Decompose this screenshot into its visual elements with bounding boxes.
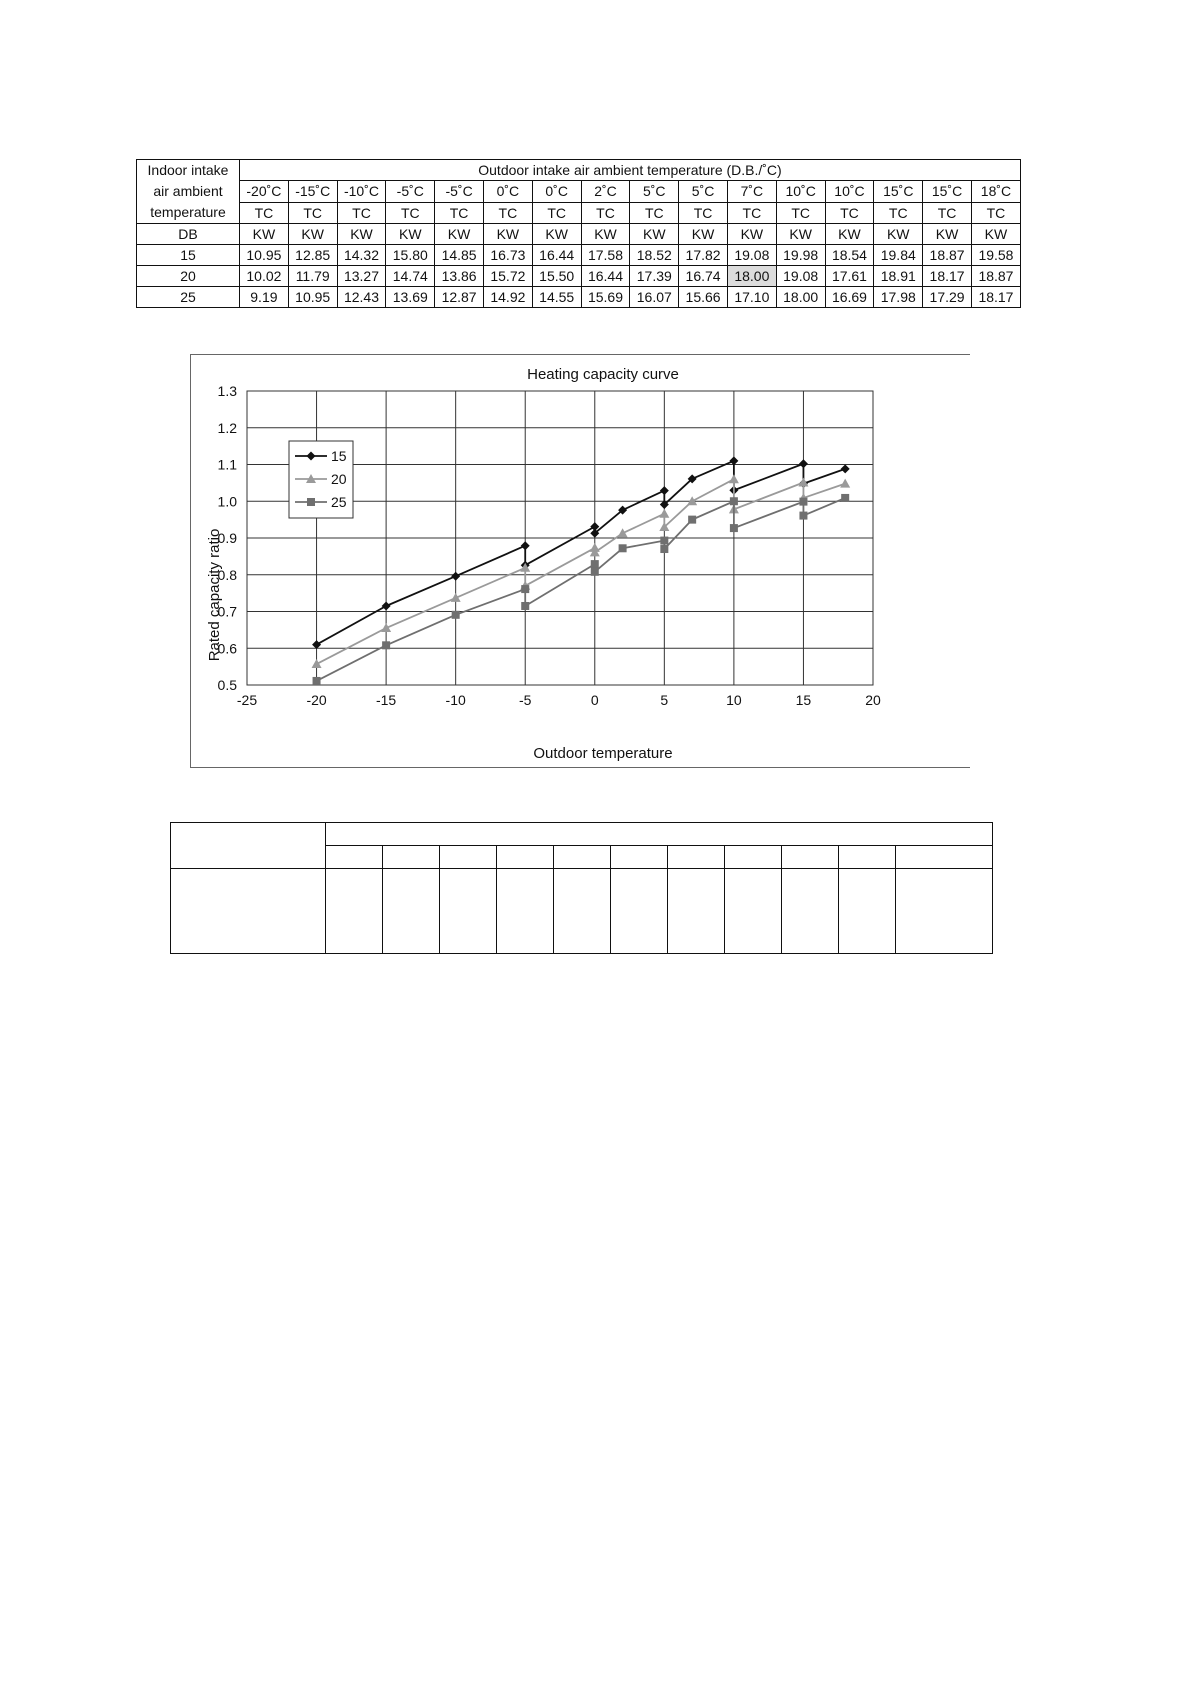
tc-cell: TC <box>776 202 825 223</box>
legend-label: 15 <box>331 448 347 464</box>
indoor-temp-cell: 25 <box>137 287 240 308</box>
capacity-value-cell: 14.85 <box>435 245 484 266</box>
capacity-value-cell: 10.95 <box>240 245 289 266</box>
data-point-square <box>452 611 460 619</box>
blank-cell <box>440 869 497 954</box>
temp-header-cell: 15˚C <box>874 181 923 202</box>
kw-unit-cell: KW <box>581 224 630 245</box>
legend-label: 25 <box>331 494 347 510</box>
capacity-value-cell: 16.44 <box>532 245 581 266</box>
data-point-square <box>799 498 807 506</box>
y-tick-label: 0.6 <box>217 640 237 657</box>
table-row <box>137 287 1021 308</box>
blank-cell <box>171 823 326 869</box>
capacity-value-cell: 10.02 <box>240 266 289 287</box>
capacity-value-cell: 19.58 <box>971 245 1020 266</box>
tc-cell: TC <box>971 202 1020 223</box>
data-point-square <box>730 524 738 532</box>
capacity-value-cell: 13.27 <box>337 266 386 287</box>
tc-cell: TC <box>727 202 776 223</box>
tc-cell: TC <box>923 202 972 223</box>
blank-cell <box>497 869 554 954</box>
kw-unit-cell: KW <box>337 224 386 245</box>
kw-unit-cell: KW <box>679 224 728 245</box>
kw-unit-cell: KW <box>435 224 484 245</box>
capacity-value-cell: 19.08 <box>776 266 825 287</box>
capacity-value-cell: 14.92 <box>483 287 532 308</box>
data-point-square <box>382 641 390 649</box>
data-point-square <box>313 677 321 685</box>
blank-cell <box>171 869 326 954</box>
y-tick-label: 0.5 <box>217 677 237 693</box>
data-point-square <box>521 602 529 610</box>
capacity-value-cell: 17.82 <box>679 245 728 266</box>
capacity-value-cell: 16.44 <box>581 266 630 287</box>
kw-unit-cell: KW <box>483 224 532 245</box>
capacity-value-cell: 13.69 <box>386 287 435 308</box>
temp-header-cell: 2˚C <box>581 181 630 202</box>
temp-header-cell: -20˚C <box>240 181 289 202</box>
y-tick-label: 1.1 <box>217 456 237 473</box>
y-tick-label: 0.8 <box>217 566 237 583</box>
x-tick-label: -15 <box>375 692 397 708</box>
blank-cell <box>668 869 725 954</box>
y-tick-label: 0.7 <box>217 603 237 620</box>
capacity-value-cell: 9.19 <box>240 287 289 308</box>
kw-unit-cell: KW <box>923 224 972 245</box>
capacity-value-cell: 11.79 <box>288 266 337 287</box>
blank-cell <box>725 869 782 954</box>
x-tick-label: 5 <box>660 692 669 708</box>
indoor-temp-header-line: air ambient <box>153 183 223 199</box>
x-tick-label: 15 <box>795 692 812 708</box>
blank-cell <box>782 869 839 954</box>
tc-cell: TC <box>532 202 581 223</box>
kw-unit-cell: KW <box>727 224 776 245</box>
blank-cell <box>668 846 725 869</box>
capacity-value-cell: 18.00 <box>727 266 776 287</box>
x-tick-label: 10 <box>726 692 742 708</box>
chart-svg <box>191 355 971 769</box>
heating-capacity-chart <box>190 354 970 768</box>
capacity-value-cell: 16.73 <box>483 245 532 266</box>
blank-cell <box>725 846 782 869</box>
blank-cell <box>440 846 497 869</box>
table-row <box>137 266 1021 287</box>
tc-cell: TC <box>679 202 728 223</box>
x-axis-label: Outdoor temperature <box>533 745 673 762</box>
kw-unit-cell: KW <box>874 224 923 245</box>
outdoor-temp-header: Outdoor intake air ambient temperature (D.B./˚C) <box>240 160 1021 181</box>
temp-header-cell: -10˚C <box>337 181 386 202</box>
capacity-value-cell: 14.55 <box>532 287 581 308</box>
temp-header-cell: 5˚C <box>679 181 728 202</box>
x-tick-label: -5 <box>518 692 532 708</box>
capacity-value-cell: 17.39 <box>630 266 679 287</box>
temp-header-cell: 15˚C <box>923 181 972 202</box>
capacity-value-cell: 18.17 <box>923 266 972 287</box>
tc-cell: TC <box>240 202 289 223</box>
capacity-value-cell: 19.84 <box>874 245 923 266</box>
capacity-value-cell: 17.61 <box>825 266 874 287</box>
blank-cell <box>383 869 440 954</box>
blank-cell <box>611 846 668 869</box>
temp-header-cell: 5˚C <box>630 181 679 202</box>
x-tick-label: 0 <box>590 692 599 708</box>
kw-unit-cell: KW <box>532 224 581 245</box>
capacity-value-cell: 16.07 <box>630 287 679 308</box>
kw-unit-cell: KW <box>288 224 337 245</box>
tc-cell: TC <box>386 202 435 223</box>
heating-capacity-table <box>136 159 1021 308</box>
y-tick-label: 1.2 <box>217 419 237 436</box>
x-tick-label: -25 <box>236 692 258 708</box>
y-tick-label: 0.9 <box>217 530 237 546</box>
x-tick-label: -10 <box>445 692 466 708</box>
tc-cell: TC <box>288 202 337 223</box>
blank-cell <box>839 869 896 954</box>
blank-cell <box>554 846 611 869</box>
capacity-value-cell: 14.32 <box>337 245 386 266</box>
capacity-value-cell: 19.08 <box>727 245 776 266</box>
capacity-value-cell: 12.87 <box>435 287 484 308</box>
data-point-square <box>688 516 696 524</box>
blank-cell <box>383 846 440 869</box>
blank-cell <box>839 846 896 869</box>
temp-header-cell: 18˚C <box>971 181 1020 202</box>
kw-unit-cell: KW <box>386 224 435 245</box>
indoor-temp-cell: 15 <box>137 245 240 266</box>
tc-cell: TC <box>874 202 923 223</box>
blank-table <box>170 822 993 954</box>
temp-header-cell: -5˚C <box>386 181 435 202</box>
temp-header-cell: 0˚C <box>483 181 532 202</box>
capacity-value-cell: 18.87 <box>923 245 972 266</box>
capacity-value-cell: 10.95 <box>288 287 337 308</box>
blank-cell <box>554 869 611 954</box>
capacity-value-cell: 15.66 <box>679 287 728 308</box>
chart-title: Heating capacity curve <box>527 366 679 383</box>
capacity-value-cell: 17.29 <box>923 287 972 308</box>
indoor-temp-header-line: Indoor intake <box>147 162 229 178</box>
kw-unit-cell: KW <box>630 224 679 245</box>
capacity-value-cell: 18.17 <box>971 287 1020 308</box>
capacity-value-cell: 18.87 <box>971 266 1020 287</box>
capacity-value-cell: 12.85 <box>288 245 337 266</box>
tc-cell: TC <box>630 202 679 223</box>
capacity-value-cell: 15.69 <box>581 287 630 308</box>
blank-cell <box>497 846 554 869</box>
capacity-value-cell: 12.43 <box>337 287 386 308</box>
y-tick-label: 1.3 <box>217 383 237 399</box>
legend-label: 20 <box>331 471 347 487</box>
blank-cell <box>326 846 383 869</box>
capacity-value-cell: 18.52 <box>630 245 679 266</box>
blank-cell <box>896 869 993 954</box>
data-point-square <box>799 512 807 520</box>
indoor-temp-header-line: temperature <box>150 204 226 220</box>
data-point-square <box>660 545 668 553</box>
data-point-square <box>730 497 738 505</box>
tc-cell: TC <box>337 202 386 223</box>
x-tick-label: -20 <box>306 692 327 708</box>
y-tick-label: 1.0 <box>217 493 237 510</box>
capacity-value-cell: 13.86 <box>435 266 484 287</box>
tc-cell: TC <box>483 202 532 223</box>
blank-cell <box>611 869 668 954</box>
temp-header-cell: -5˚C <box>435 181 484 202</box>
capacity-value-cell: 15.50 <box>532 266 581 287</box>
data-point-square <box>841 494 849 502</box>
capacity-value-cell: 16.74 <box>679 266 728 287</box>
capacity-value-cell: 15.72 <box>483 266 532 287</box>
x-tick-label: 20 <box>865 692 881 708</box>
data-point-square <box>591 560 599 568</box>
capacity-value-cell: 18.54 <box>825 245 874 266</box>
tc-cell: TC <box>435 202 484 223</box>
capacity-value-cell: 17.10 <box>727 287 776 308</box>
capacity-value-cell: 19.98 <box>776 245 825 266</box>
blank-cell <box>326 869 383 954</box>
capacity-value-cell: 18.91 <box>874 266 923 287</box>
kw-unit-cell: KW <box>825 224 874 245</box>
kw-unit-cell: KW <box>240 224 289 245</box>
blank-cell <box>326 823 993 846</box>
blank-cell <box>782 846 839 869</box>
indoor-temp-cell: 20 <box>137 266 240 287</box>
kw-unit-cell: KW <box>776 224 825 245</box>
data-point-square <box>521 585 529 593</box>
tc-cell: TC <box>581 202 630 223</box>
temp-header-cell: 10˚C <box>825 181 874 202</box>
kw-unit-cell: KW <box>971 224 1020 245</box>
db-label-cell: DB <box>137 224 240 245</box>
y-axis-label: Rated capacity ratio <box>206 528 223 662</box>
tc-cell: TC <box>825 202 874 223</box>
data-point-square <box>660 537 668 545</box>
indoor-temp-header <box>137 160 240 224</box>
data-point-square <box>307 498 315 506</box>
capacity-value-cell: 18.00 <box>776 287 825 308</box>
temp-header-cell: 10˚C <box>776 181 825 202</box>
capacity-value-cell: 17.98 <box>874 287 923 308</box>
temp-header-cell: 7˚C <box>727 181 776 202</box>
capacity-value-cell: 16.69 <box>825 287 874 308</box>
capacity-value-cell: 15.80 <box>386 245 435 266</box>
temp-header-cell: -15˚C <box>288 181 337 202</box>
capacity-value-cell: 17.58 <box>581 245 630 266</box>
temp-header-cell: 0˚C <box>532 181 581 202</box>
table-row <box>137 245 1021 266</box>
data-point-square <box>591 568 599 576</box>
blank-cell <box>896 846 993 869</box>
data-point-square <box>619 544 627 552</box>
capacity-value-cell: 14.74 <box>386 266 435 287</box>
